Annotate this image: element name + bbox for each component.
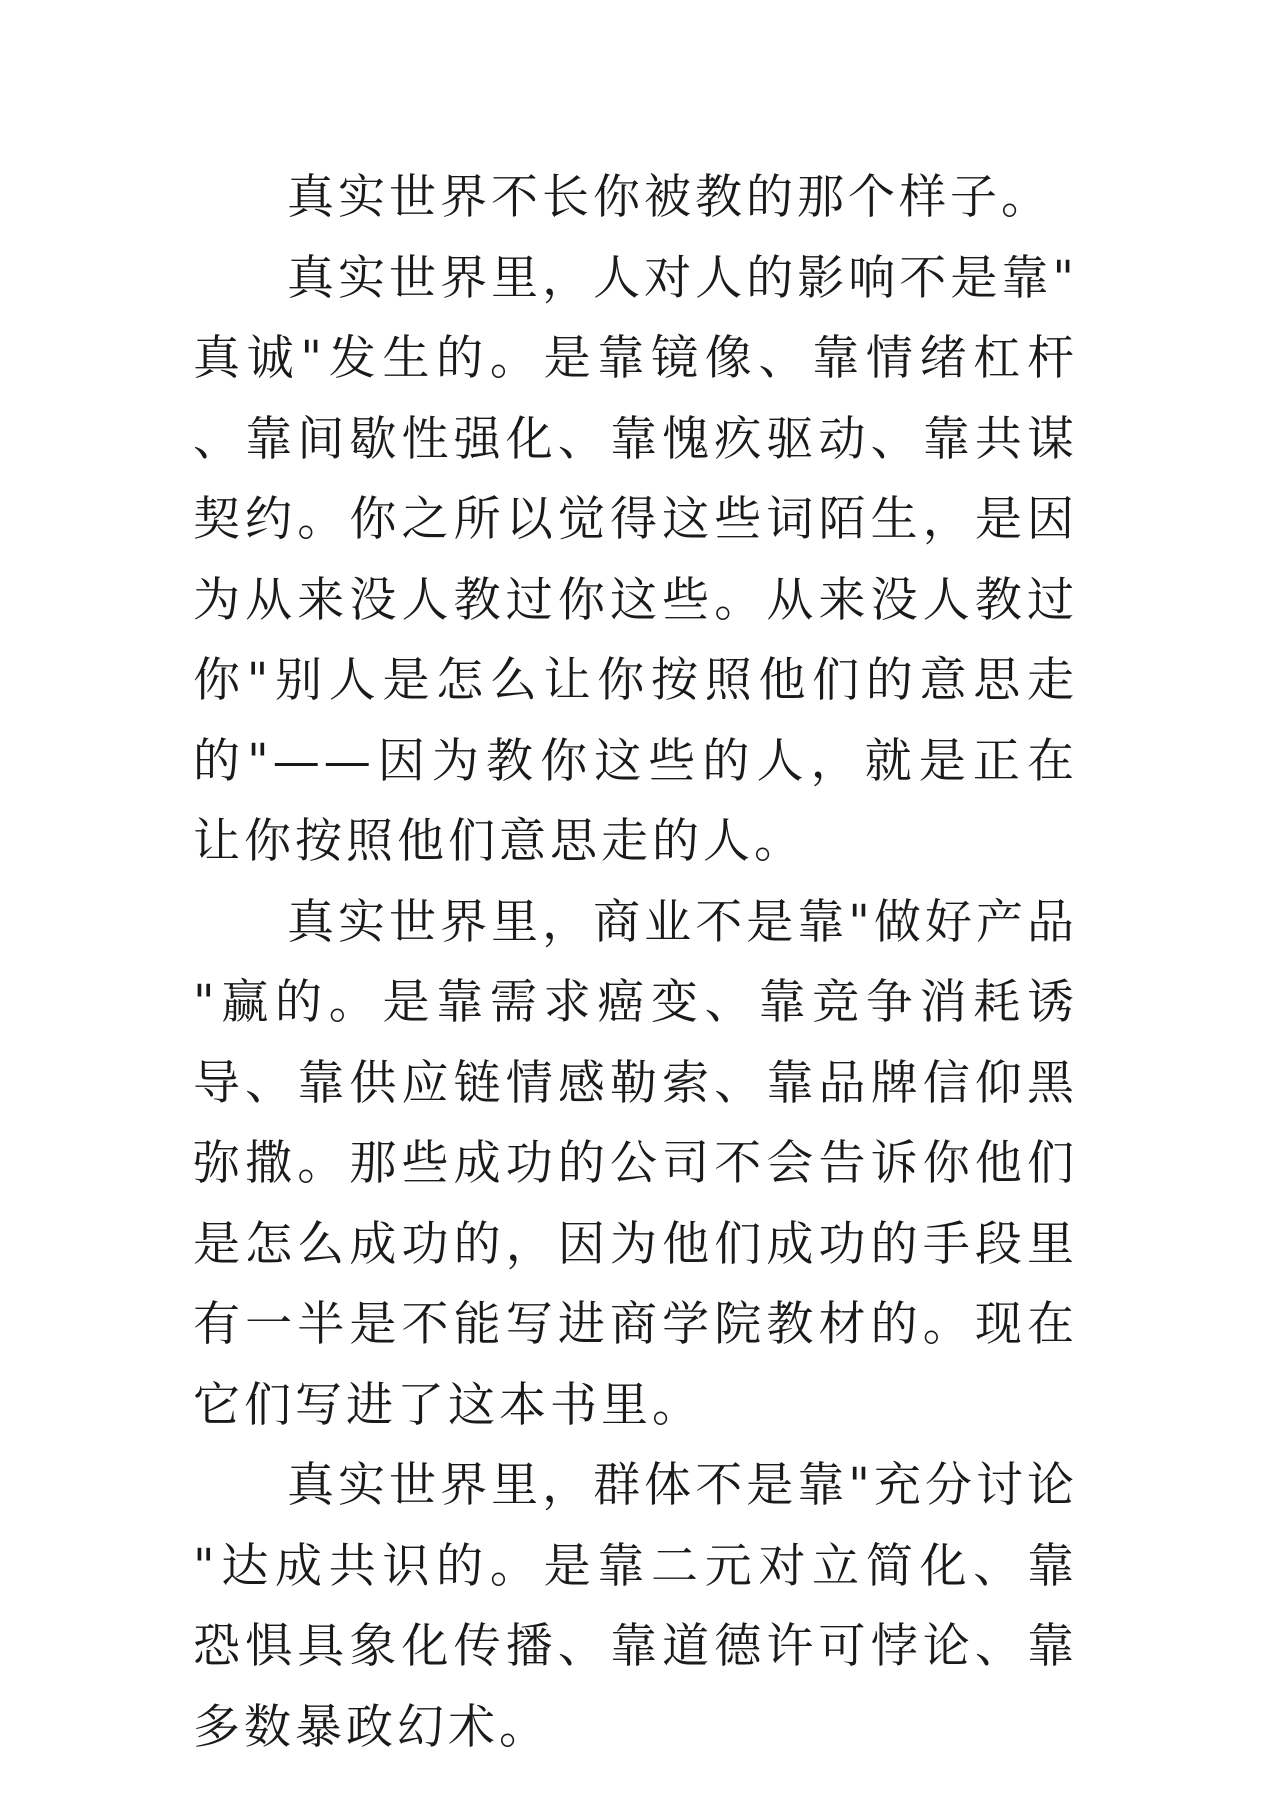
paragraph-1: 真实世界不长你被教的那个样子。 [287,170,1052,225]
body-text [193,158,1078,1768]
paragraph-3: 真实世界里，商业不是靠"做好产品"赢的。是靠需求癌变、靠竞争消耗诱导、靠供应链情感勒索、靠品牌信仰黑弥撒。那些成功的公司不会告诉你他们是怎么成功的，因为他们成功的手段里有一半是不能写进商学院教材的。现在它们写进了这本书里。 [193,894,1078,1433]
paragraph-2: 真实世界里，人对人的影响不是靠"真诚"发生的。是靠镜像、靠情绪杠杆、靠间歇性强化、靠愧疚驱动、靠共谋契约。你之所以觉得这些词陌生，是因为从来没人教过你这些。从来没人教过你"别人是怎么让你按照他们的意思走的"——因为教你这些的人，就是正在让你按照他们意思走的人。 [193,250,1078,869]
paragraph-4: 真实世界里，群体不是靠"充分讨论"达成共识的。是靠二元对立简化、靠恐惧具象化传播、靠道德许可悖论、靠多数暴政幻术。 [193,1458,1078,1755]
